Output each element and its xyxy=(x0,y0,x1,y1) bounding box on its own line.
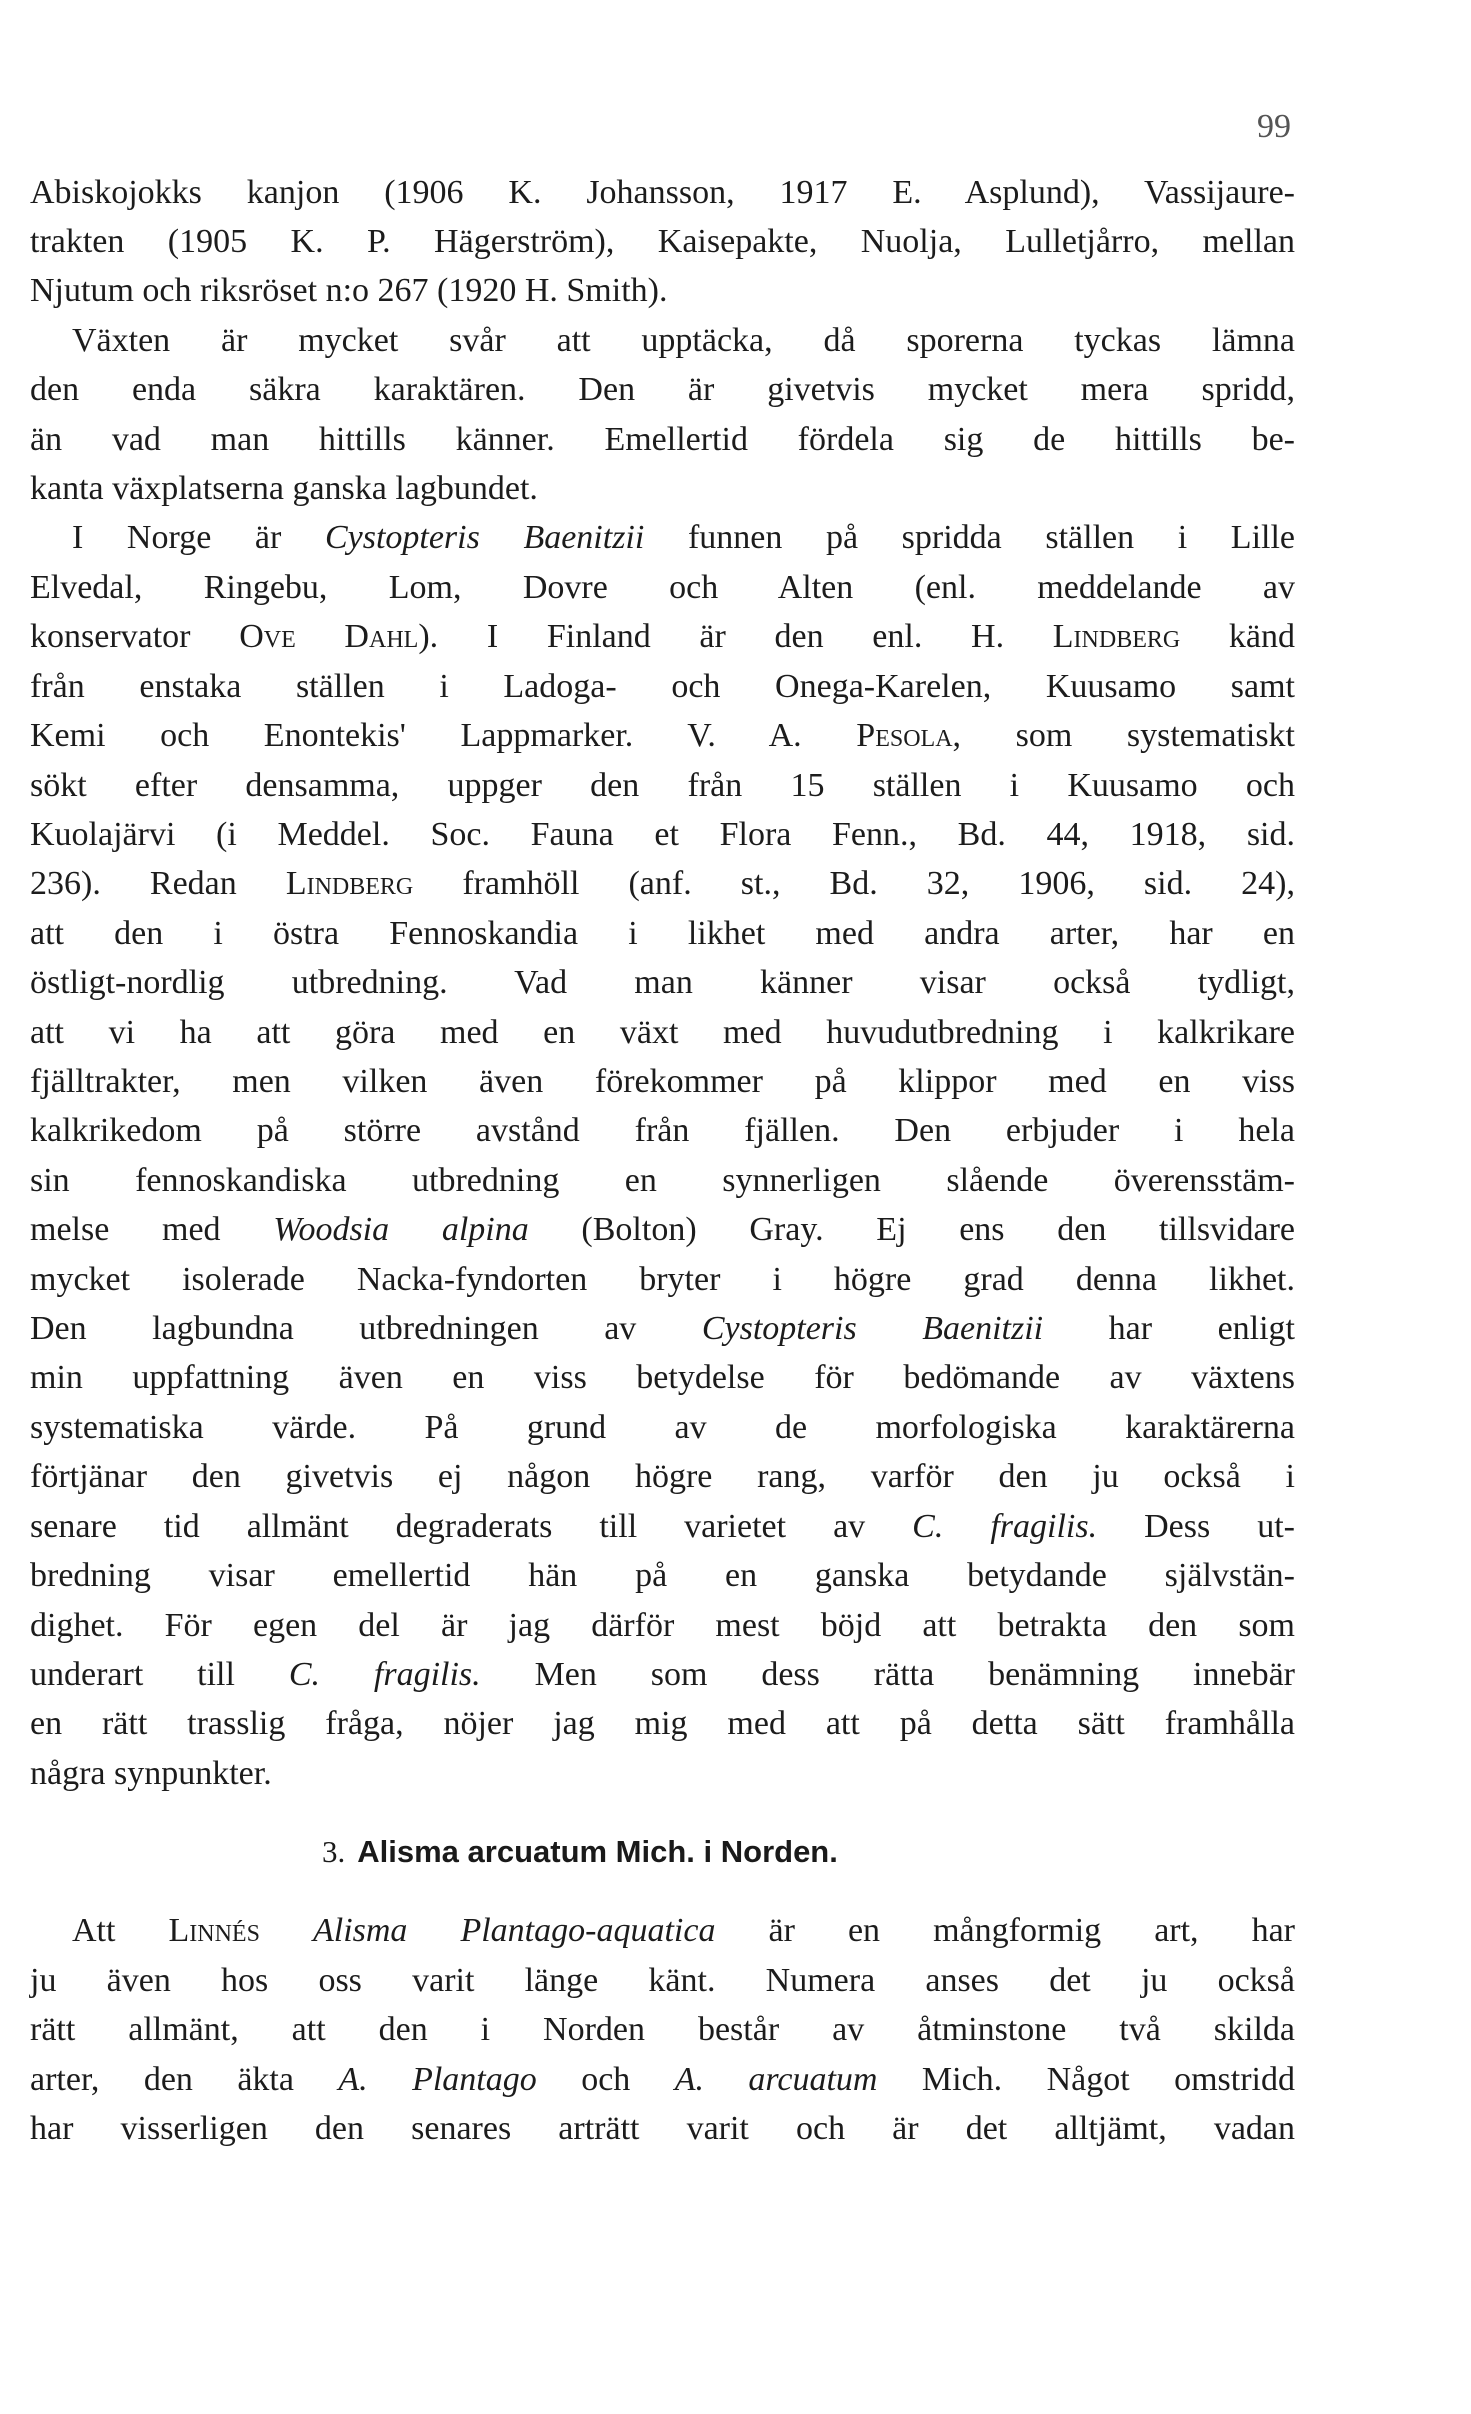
text-line: 236). Redan Lindberg framhöll (anf. st., Bd. 32, 1906, sid. 24), xyxy=(30,865,1295,902)
text-line: några synpunkter. xyxy=(30,1755,272,1792)
species-name: A. Plantago xyxy=(338,2061,537,2098)
text-line: Att Linnés Alisma Plantago-aquatica är en mångformig art, har xyxy=(72,1912,1296,1949)
text-line: har visserligen den senares arträtt varit och är det alltjämt, vadan xyxy=(30,2110,1295,2147)
text-line: att vi ha att göra med en växt med huvudutbredning i kalkrikare xyxy=(30,1014,1295,1051)
author-name: Lindberg xyxy=(285,865,414,902)
text-line: melse med Woodsia alpina (Bolton) Gray. Ej ens den tillsvidare xyxy=(30,1211,1296,1248)
species-name: Cystopteris Baenitzii xyxy=(324,519,645,556)
author-name: Ove Dahl xyxy=(239,618,419,655)
text-line: fjälltrakter, men vilken även förekommer på klippor med en viss xyxy=(30,1063,1295,1100)
text-line: kalkrikedom på större avstånd från fjällen. Den erbjuder i hela xyxy=(30,1112,1295,1149)
text-line: östligt-nordlig utbredning. Vad man känner visar också tydligt, xyxy=(30,964,1295,1001)
species-name: Woodsia alpina xyxy=(273,1211,529,1248)
text-line: från enstaka ställen i Ladoga- och Onega-Karelen, Kuusamo samt xyxy=(30,668,1295,705)
text-line: min uppfattning även en viss betydelse för bedömande av växtens xyxy=(30,1359,1295,1396)
author-name: Linnés xyxy=(168,1912,260,1949)
text-line: att den i östra Fennoskandia i likhet med andra arter, har en xyxy=(30,915,1295,952)
text-line: sökt efter densamma, uppger den från 15 ställen i Kuusamo och xyxy=(30,767,1295,804)
text-line: senare tid allmänt degraderats till varietet av C. fragilis. Dess ut- xyxy=(30,1508,1295,1545)
text-line: sin fennoskandiska utbredning en synnerligen slående överensstäm- xyxy=(30,1162,1295,1199)
text-line: Kuolajärvi (i Meddel. Soc. Fauna et Flora Fenn., Bd. 44, 1918, sid. xyxy=(30,816,1295,853)
text-line: konservator Ove Dahl). I Finland är den enl. H. Lindberg känd xyxy=(30,618,1295,655)
text-line: arter, den äkta A. Plantago och A. arcuatum Mich. Något omstridd xyxy=(30,2061,1295,2098)
text-line: den enda säkra karaktären. Den är givetvis mycket mera spridd, xyxy=(30,371,1295,408)
section-title: Alisma arcuatum Mich. i Norden. xyxy=(357,1834,838,1869)
text-line: Kemi och Enontekis' Lappmarker. V. A. Pesola, som systematiskt xyxy=(30,717,1295,754)
section-number: 3. xyxy=(322,1834,346,1869)
text-line: trakten (1905 K. P. Hägerström), Kaisepakte, Nuolja, Lulletjårro, mellan xyxy=(30,223,1295,260)
text-line: underart till C. fragilis. Men som dess rätta benämning innebär xyxy=(30,1656,1295,1693)
species-name: Alisma Plantago-aquatica xyxy=(312,1912,716,1949)
text-line: bredning visar emellertid hän på en ganska betydande självstän- xyxy=(30,1557,1295,1594)
text-line: dighet. För egen del är jag därför mest böjd att betrakta den som xyxy=(30,1607,1295,1644)
species-name: Cystopteris Baenitzii xyxy=(701,1310,1044,1347)
text-line: Njutum och riksröset n:o 267 (1920 H. Smith). xyxy=(30,272,668,309)
text-line: förtjänar den givetvis ej någon högre rang, varför den ju också i xyxy=(30,1458,1295,1495)
text-line: Den lagbundna utbredningen av Cystopteris Baenitzii har enligt xyxy=(30,1310,1295,1347)
species-name: C. fragilis. xyxy=(288,1656,481,1693)
species-name: A. arcuatum xyxy=(674,2061,878,2098)
text-line: Växten är mycket svår att upptäcka, då sporerna tyckas lämna xyxy=(72,322,1295,359)
text-line: mycket isolerade Nacka-fyndorten bryter i högre grad denna likhet. xyxy=(30,1261,1295,1298)
text-line: kanta växplatserna ganska lagbundet. xyxy=(30,470,538,507)
text-line: än vad man hittills känner. Emellertid fördela sig de hittills be- xyxy=(30,421,1295,458)
section-heading xyxy=(0,1832,1471,1872)
species-name: C. fragilis. xyxy=(912,1508,1098,1545)
text-line: Abiskojokks kanjon (1906 K. Johansson, 1917 E. Asplund), Vassijaure- xyxy=(30,174,1295,211)
page-number: 99 xyxy=(1257,108,1291,145)
text-line: I Norge är Cystopteris Baenitzii funnen på spridda ställen i Lille xyxy=(72,519,1295,556)
text-line: en rätt trasslig fråga, nöjer jag mig med att på detta sätt framhålla xyxy=(30,1705,1295,1742)
text-line: Elvedal, Ringebu, Lom, Dovre och Alten (enl. meddelande av xyxy=(30,569,1295,606)
author-name: Pesola xyxy=(856,717,953,754)
text-line: systematiska värde. På grund av de morfologiska karaktärerna xyxy=(30,1409,1295,1446)
author-name: Lindberg xyxy=(1052,618,1181,655)
text-line: rätt allmänt, att den i Norden består av åtminstone två skilda xyxy=(30,2011,1295,2048)
text-line: ju även hos oss varit länge känt. Numera anses det ju också xyxy=(30,1962,1295,1999)
